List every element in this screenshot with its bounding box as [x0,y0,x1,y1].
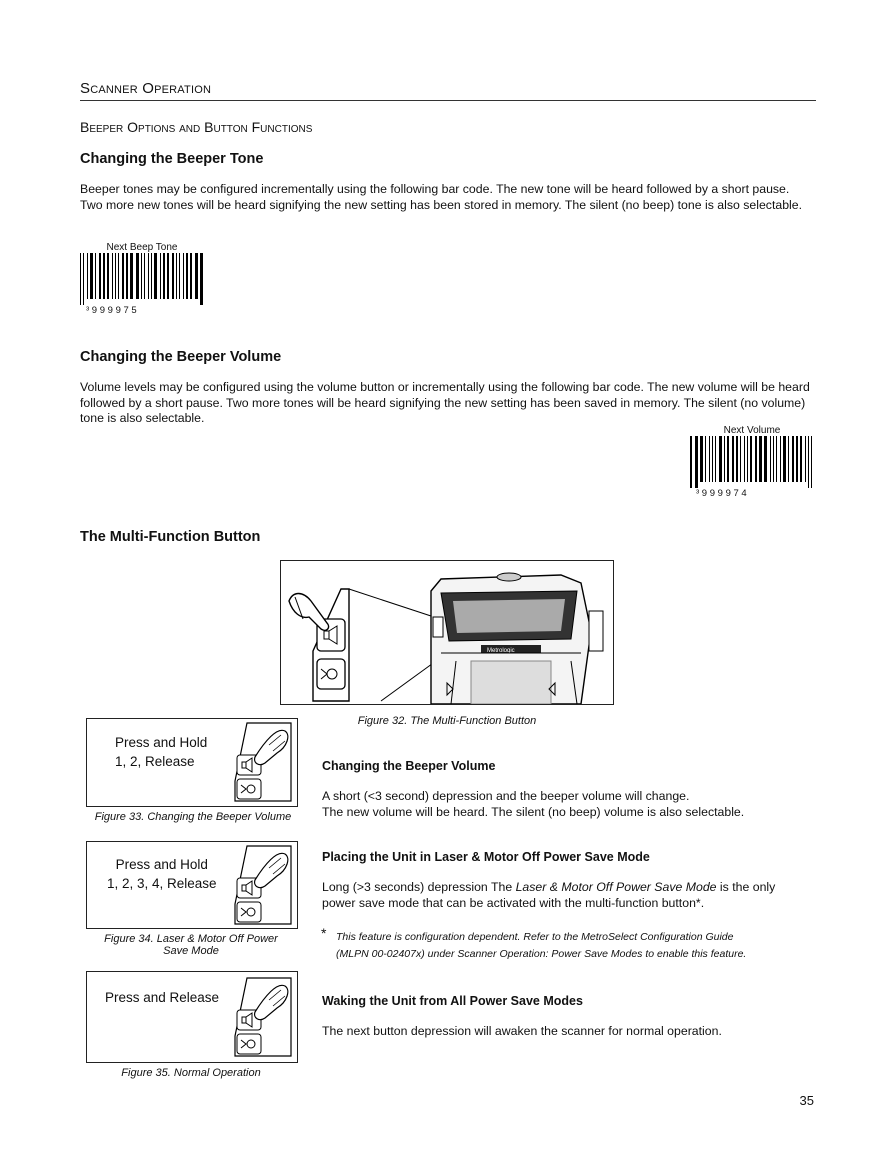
barcode-bar [167,253,169,299]
right-volume-body-line1: A short (<3 second) depression and the beeper volume will change. [322,789,690,803]
right-wake-heading: Waking the Unit from All Power Save Modes [322,994,583,1008]
section-title: Scanner Operation [80,80,816,101]
scanner-logo: Metrologic [487,648,515,654]
barcode-bar [695,436,698,488]
barcode-bar [796,436,798,482]
barcode-bar [719,436,722,482]
note-star: * [321,925,327,941]
laser-body-post: is the only power save mode that can be activated with the multi-function button*. [322,880,776,910]
figure-34-caption-line1: Figure 34. Laser & Motor Off Power [104,933,278,945]
fig33-line1: Press and Hold [115,735,208,750]
barcode-bar [811,436,812,488]
right-volume-body-line2: The new volume will be heard. The silent (no beep) volume is also selectable. [322,804,745,819]
right-volume-body [322,789,802,820]
barcode-bar [186,253,188,299]
figure-33-caption: Figure 33. Changing the Beeper Volume [94,811,292,823]
barcode-bar [724,436,725,482]
barcode-bar [136,253,139,299]
config-note-line1: This feature is configuration dependent. Refer to the MetroSelect Configuration Guide [336,931,734,943]
barcode-bar [747,436,748,482]
figure-34-caption-line2: Save Mode [163,945,219,957]
barcode-bar [755,436,757,482]
note2-mlpn: MLPN [339,948,369,960]
right-laser-body [322,880,802,911]
figure-33-panel [86,718,298,807]
figure-35-caption: Figure 35. Normal Operation [121,1067,261,1079]
subsection-title: Beeper Options and Button Functions [80,119,313,135]
figure-32-caption: Figure 32. The Multi-Function Button [357,715,537,727]
barcode-bar [759,436,762,482]
barcode-bars-icon [80,253,204,305]
tone-barcode-digits: ³ 9 9 9 9 7 5 [86,305,137,316]
tone-barcode [80,242,204,316]
barcode-bar [780,436,781,482]
volume-heading: Changing the Beeper Volume [80,349,282,365]
barcode-bar [776,436,777,482]
barcode-bar [792,436,794,482]
barcode-bars-icon [690,436,814,488]
barcode-bar [190,253,192,299]
fig34-line2: 1, 2, 3, 4, Release [107,876,217,891]
barcode-bar [690,436,692,488]
barcode-bar [118,253,119,299]
barcode-bar [130,253,133,299]
barcode-bar [764,436,767,482]
figure-32-illustration [280,560,614,705]
barcode-bar [148,253,149,299]
barcode-bar [709,436,710,482]
barcode-bar [727,436,729,482]
barcode-bar [712,436,713,482]
barcode-bar [715,436,716,482]
barcode-bar [705,436,706,482]
laser-body-em: Laser & Motor Off Power Save Mode [515,880,717,894]
volume-barcode-digits: ³ 9 9 9 9 7 4 [696,488,747,499]
fig33-line2: 1, 2, Release [115,754,195,769]
barcode-bar [141,253,142,299]
tone-heading: Changing the Beeper Tone [80,151,264,167]
barcode-bar [740,436,741,482]
barcode-bar [750,436,752,482]
barcode-bar [144,253,145,299]
barcode-bar [154,253,157,299]
barcode-bar [808,436,809,488]
button-press-hand-icon [225,721,295,803]
barcode-bar [744,436,745,482]
figure-34-caption [86,933,296,957]
barcode-bar [126,253,128,299]
barcode-bar [800,436,802,482]
barcode-bar [783,436,786,482]
volume-barcode-label: Next Volume [723,425,781,436]
right-volume-heading: Changing the Beeper Volume [322,759,496,773]
mfb-heading: The Multi-Function Button [80,529,261,545]
barcode-bar [179,253,180,299]
barcode-bar [99,253,101,299]
barcode-bar [176,253,177,299]
barcode-bar [773,436,774,482]
note2-paren: ( [336,948,340,960]
config-note-line2 [336,946,802,963]
barcode-bar [736,436,738,482]
config-note [336,929,802,963]
barcode-bar [195,253,198,299]
figure-34-panel [86,841,298,929]
tone-barcode-label: Next Beep Tone [106,242,178,253]
page-number: 35 [799,1093,814,1108]
barcode-bar [172,253,174,299]
barcode-bar [788,436,789,482]
barcode-bar [700,436,703,482]
volume-body: Volume levels may be configured using the volume button or incrementally using the following bar code. The new volume will be heard followed by a short pause. Two more tones will be heard signifying the new setting has been saved in memory. The silent (no volume) tone is also selectable. [80,380,810,425]
fig34-line1: Press and Hold [115,857,208,872]
right-wake-body: The next button depression will awaken the scanner for normal operation. [322,1024,722,1038]
barcode-bar [770,436,771,482]
note2-rest: 00-02407x) under Scanner Operation: Power Save Modes to enable this feature. [368,948,747,960]
barcode-bar [87,253,88,299]
barcode-bar [115,253,116,299]
barcode-bar [732,436,734,482]
barcode-bar [83,253,84,305]
right-laser-heading: Placing the Unit in Laser & Motor Off Power Save Mode [322,850,650,864]
barcode-bar [103,253,105,299]
fig35-line1: Press and Release [105,990,220,1005]
barcode-bar [200,253,203,305]
volume-barcode [690,425,814,499]
tone-body: Beeper tones may be configured incrementally using the following bar code. The new tone will be heard followed by a short pause. Two more new tones will be heard signifying the new setting has been stored in memory. The silent (no beep) tone is also selectable. [80,182,803,212]
barcode-bar [107,253,109,299]
barcode-bar [112,253,113,299]
barcode-bar [122,253,124,299]
button-press-hand-icon [225,844,295,926]
button-press-hand-icon [225,976,295,1058]
barcode-bar [160,253,161,299]
barcode-bar [80,253,81,305]
barcode-bar [183,253,184,299]
laser-body-pre: Long (>3 seconds) depression The [322,880,516,894]
scanner-illustration-icon [281,561,613,704]
barcode-bar [805,436,806,482]
barcode-bar [90,253,93,299]
barcode-bar [163,253,165,299]
barcode-bar [95,253,96,299]
barcode-bar [151,253,152,299]
figure-35-panel [86,971,298,1063]
